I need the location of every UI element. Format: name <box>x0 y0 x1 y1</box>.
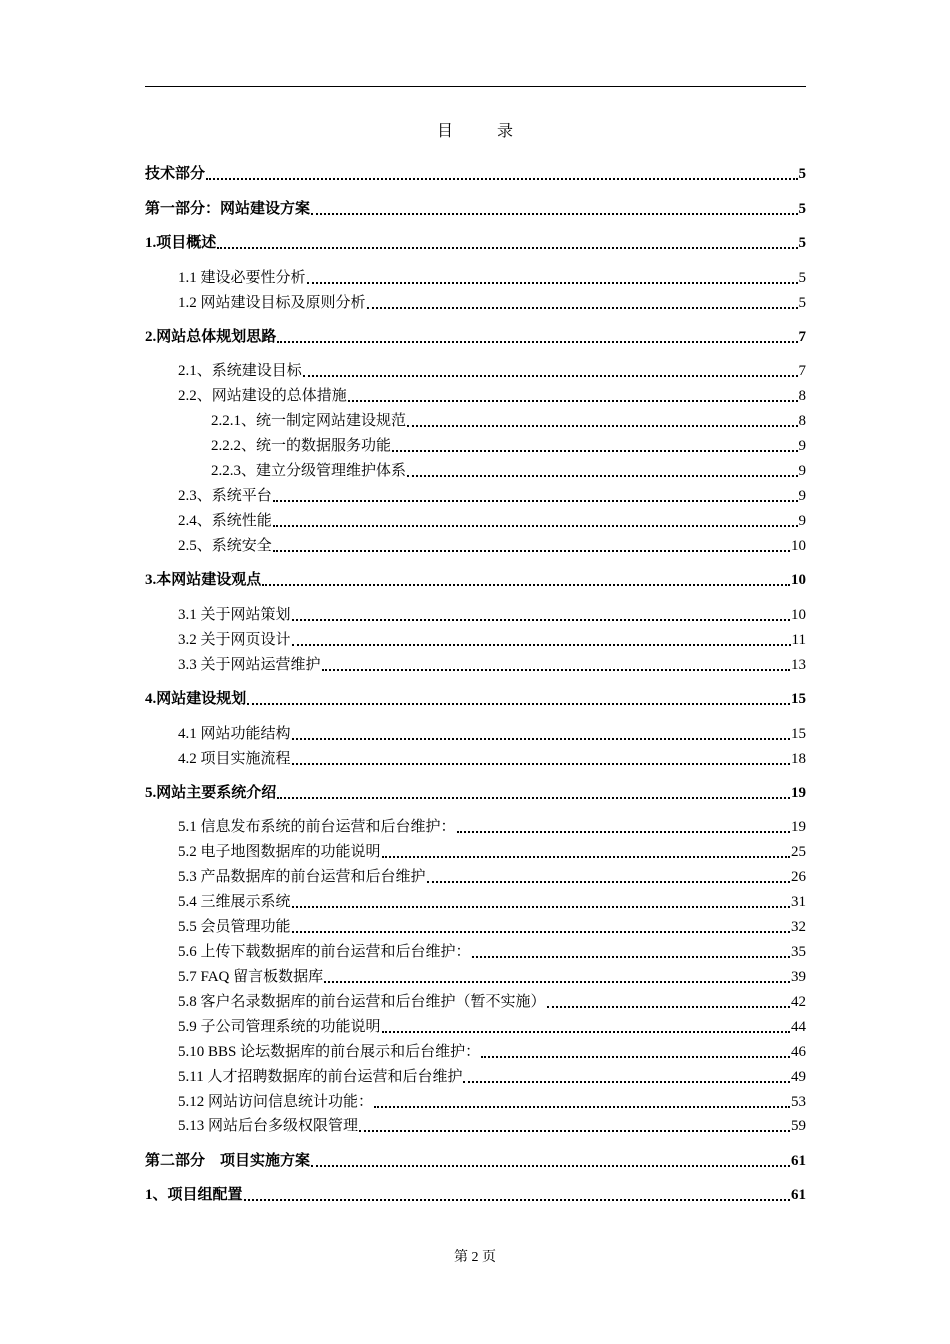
toc-entry[interactable] <box>178 1015 806 1037</box>
toc-entry-page: 46 <box>791 1044 806 1060</box>
toc-entry-label: 5.5 会员管理功能 <box>178 919 291 935</box>
toc-entry-label: 5.1 信息发布系统的前台运营和后台维护： <box>178 819 456 835</box>
toc-dot-leader <box>292 906 790 908</box>
toc-entry[interactable] <box>178 534 806 556</box>
toc-entry-label: 1.2 网站建设目标及原则分析 <box>178 295 366 311</box>
toc-dot-leader <box>463 1081 790 1083</box>
toc-dot-leader <box>247 703 790 705</box>
toc-dot-leader <box>244 1199 790 1201</box>
toc-entry[interactable] <box>145 197 806 219</box>
toc-dot-leader <box>427 881 790 883</box>
toc-entry-page: 9 <box>798 513 806 529</box>
toc-dot-leader <box>367 307 798 309</box>
toc-entry-page: 8 <box>798 388 806 404</box>
toc-entry-page: 42 <box>791 994 806 1010</box>
toc-dot-leader <box>277 797 790 799</box>
toc-dot-leader <box>292 619 790 621</box>
toc-dot-leader <box>292 644 791 646</box>
toc-dot-leader <box>374 1106 790 1108</box>
toc-entry-label: 2.2.3、建立分级管理维护体系 <box>211 463 407 479</box>
toc-dot-leader <box>307 282 798 284</box>
toc-entry-page: 9 <box>798 463 806 479</box>
toc-entry[interactable] <box>178 865 806 887</box>
toc-entry[interactable] <box>178 1114 806 1136</box>
toc-entry-label: 5.7 FAQ 留言板数据库 <box>178 969 324 985</box>
toc-dot-leader <box>382 856 790 858</box>
toc-entry-page: 11 <box>791 632 806 648</box>
toc-entry[interactable] <box>178 359 806 381</box>
toc-entry-page: 35 <box>791 944 806 960</box>
toc-entry-label: 1.1 建设必要性分析 <box>178 270 306 286</box>
toc-entry-label: 2.2.1、统一制定网站建设规范 <box>211 413 407 429</box>
toc-entry[interactable] <box>178 815 806 837</box>
toc-entry[interactable] <box>145 231 806 253</box>
toc-entry-label: 1.项目概述 <box>145 235 217 251</box>
toc-entry-label: 3.1 关于网站策划 <box>178 607 291 623</box>
toc-dot-leader <box>481 1056 790 1058</box>
page-footer: 第 2 页 <box>454 1250 496 1265</box>
toc-entry-page: 19 <box>791 785 806 801</box>
toc-entry[interactable] <box>145 1183 806 1205</box>
toc-entry[interactable] <box>145 568 806 590</box>
toc-entry-page: 59 <box>791 1118 806 1134</box>
toc-entry-label: 5.网站主要系统介绍 <box>145 785 277 801</box>
toc-entry-label: 5.10 BBS 论坛数据库的前台展示和后台维护： <box>178 1044 481 1060</box>
toc-entry[interactable] <box>178 384 806 406</box>
toc-entry-page: 10 <box>791 538 806 554</box>
toc-dot-leader <box>407 425 797 427</box>
toc-entry-page: 32 <box>791 919 806 935</box>
toc-entry-label: 4.1 网站功能结构 <box>178 726 291 742</box>
toc-entry[interactable] <box>178 940 806 962</box>
toc-entry-page: 5 <box>798 201 806 217</box>
toc-entry-page: 49 <box>791 1069 806 1085</box>
toc-entry-label: 5.2 电子地图数据库的功能说明 <box>178 844 381 860</box>
toc-entry-label: 5.4 三维展示系统 <box>178 894 291 910</box>
toc-dot-leader <box>392 450 797 452</box>
toc-dot-leader <box>206 178 797 180</box>
toc-entry[interactable] <box>178 291 806 313</box>
toc-entry-page: 5 <box>798 270 806 286</box>
toc-entry-page: 5 <box>798 166 806 182</box>
toc-entry[interactable] <box>178 722 806 744</box>
toc-dot-leader <box>547 1006 790 1008</box>
toc-entry-page: 31 <box>791 894 806 910</box>
toc-dot-leader <box>311 213 797 215</box>
toc-dot-leader <box>457 831 790 833</box>
toc-dot-leader <box>292 763 790 765</box>
toc-entry-label: 4.2 项目实施流程 <box>178 751 291 767</box>
toc-entry-label: 3.3 关于网站运营维护 <box>178 657 321 673</box>
toc-entry[interactable] <box>145 687 806 709</box>
toc-entry-page: 7 <box>798 329 806 345</box>
toc-entry[interactable] <box>178 915 806 937</box>
toc-entry[interactable] <box>145 781 806 803</box>
toc-entry-label: 3.2 关于网页设计 <box>178 632 291 648</box>
toc-dot-leader <box>407 475 797 477</box>
toc-entry-label: 2.1、系统建设目标 <box>178 363 302 379</box>
toc-entry[interactable] <box>178 628 806 650</box>
toc-entry[interactable] <box>178 653 806 675</box>
toc-dot-leader <box>277 341 797 343</box>
toc-entry[interactable] <box>178 1090 806 1112</box>
toc-entry-label: 5.11 人才招聘数据库的前台运营和后台维护 <box>178 1069 463 1085</box>
toc-entry-label: 2.2.2、统一的数据服务功能 <box>211 438 392 454</box>
toc-entry-page: 61 <box>791 1187 806 1203</box>
toc-entry-page: 9 <box>798 488 806 504</box>
toc-entry-label: 5.3 产品数据库的前台运营和后台维护 <box>178 869 426 885</box>
toc-dot-leader <box>273 550 790 552</box>
toc-entry[interactable] <box>178 603 806 625</box>
toc-entry-page: 61 <box>791 1153 806 1169</box>
toc-entry-label: 技术部分 <box>145 166 206 182</box>
toc-entry[interactable] <box>145 1149 806 1171</box>
toc-entry[interactable] <box>178 1065 806 1087</box>
toc-dot-leader <box>472 956 790 958</box>
toc-entry[interactable] <box>178 965 806 987</box>
toc-entry-page: 10 <box>791 572 806 588</box>
toc-dot-leader <box>273 500 798 502</box>
toc-entry-label: 5.12 网站访问信息统计功能： <box>178 1094 374 1110</box>
toc-entry[interactable] <box>178 990 806 1012</box>
toc-entry-label: 2.网站总体规划思路 <box>145 329 277 345</box>
toc-dot-leader <box>292 738 790 740</box>
toc-entry-page: 9 <box>798 438 806 454</box>
toc-entry-page: 26 <box>791 869 806 885</box>
toc-entry[interactable] <box>178 747 806 769</box>
toc-entry[interactable] <box>178 890 806 912</box>
toc-dot-leader <box>348 400 798 402</box>
toc-entry[interactable] <box>211 409 806 431</box>
toc-dot-leader <box>382 1031 790 1033</box>
toc-title: 目 录 <box>436 123 527 140</box>
toc-entry-page: 8 <box>798 413 806 429</box>
toc-dot-leader <box>292 931 790 933</box>
toc-entry-label: 3.本网站建设观点 <box>145 572 262 588</box>
toc-entry-label: 2.5、系统安全 <box>178 538 272 554</box>
toc-entry-label: 5.6 上传下载数据库的前台运营和后台维护： <box>178 944 471 960</box>
toc-entry-label: 2.4、系统性能 <box>178 513 272 529</box>
toc-entry-label: 第一部分：网站建设方案 <box>145 201 311 217</box>
toc-entry-label: 4.网站建设规划 <box>145 691 247 707</box>
toc-entry[interactable] <box>145 325 806 347</box>
toc-entry-label: 1、项目组配置 <box>145 1187 243 1203</box>
toc-entry-label: 2.3、系统平台 <box>178 488 272 504</box>
toc-dot-leader <box>311 1165 790 1167</box>
toc-entry-label: 5.13 网站后台多级权限管理 <box>178 1118 359 1134</box>
toc-dot-leader <box>322 669 790 671</box>
toc-entry-label: 5.8 客户名录数据库的前台运营和后台维护（暂不实施） <box>178 994 546 1010</box>
toc-entry-page: 18 <box>791 751 806 767</box>
toc-entry-page: 10 <box>791 607 806 623</box>
toc-dot-leader <box>262 584 790 586</box>
toc-entry-page: 39 <box>791 969 806 985</box>
toc-entry[interactable] <box>211 434 806 456</box>
toc-entry-page: 44 <box>791 1019 806 1035</box>
toc-entry-page: 13 <box>791 657 806 673</box>
toc-entry-label: 第二部分 项目实施方案 <box>145 1153 311 1169</box>
toc-entry-page: 25 <box>791 844 806 860</box>
toc-dot-leader <box>273 525 798 527</box>
toc-entry-page: 15 <box>791 691 806 707</box>
toc-entry[interactable] <box>178 266 806 288</box>
toc-dot-leader <box>324 981 790 983</box>
toc-entry[interactable] <box>178 509 806 531</box>
toc-entry-page: 19 <box>791 819 806 835</box>
toc-dot-leader <box>303 375 798 377</box>
toc-entry[interactable] <box>178 1040 806 1062</box>
toc-entry-label: 2.2、网站建设的总体措施 <box>178 388 347 404</box>
toc-entry[interactable] <box>178 840 806 862</box>
toc-entry-page: 5 <box>798 235 806 251</box>
toc-entry[interactable] <box>211 459 806 481</box>
toc-dot-leader <box>359 1130 790 1132</box>
toc-dot-leader <box>217 247 797 249</box>
toc-entry-page: 53 <box>791 1094 806 1110</box>
toc-entry[interactable] <box>145 162 806 184</box>
toc-entry-page: 5 <box>798 295 806 311</box>
toc-entry-page: 7 <box>798 363 806 379</box>
toc-entry-page: 15 <box>791 726 806 742</box>
toc-entry[interactable] <box>178 484 806 506</box>
header-rule <box>145 86 806 87</box>
toc-entry-label: 5.9 子公司管理系统的功能说明 <box>178 1019 381 1035</box>
